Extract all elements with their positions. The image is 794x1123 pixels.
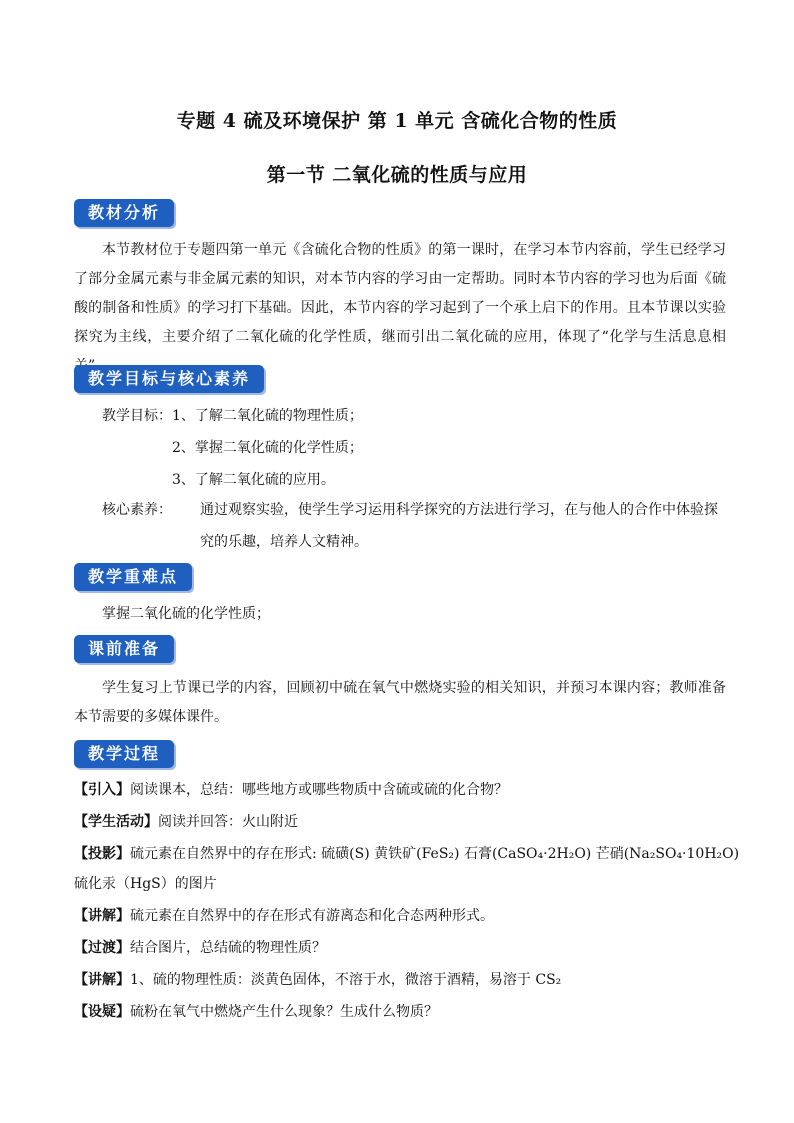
process-text: 阅读并回答：火山附近 xyxy=(158,814,298,830)
goals-label: 教学目标： xyxy=(102,408,172,424)
section-badge-analysis: 教材分析 xyxy=(74,199,174,227)
prep-paragraph: 学生复习上节课已学的内容，回顾初中硫在氧气中燃烧实验的相关知识，并预习本课内容；教师准备本节需要的多媒体课件。 xyxy=(74,680,726,725)
process-tag: 【过渡】 xyxy=(74,940,130,956)
core-text: 通过观察实验，使学生学习运用科学探究的方法进行学习，在与他人的合作中体验探究的乐趣，培养人文精神。 xyxy=(200,502,718,550)
process-tag: 【讲解】 xyxy=(74,908,130,924)
process-text: 硫粉在氧气中燃烧产生什么现象？生成什么物质？ xyxy=(130,1004,438,1020)
analysis-paragraph: 本节教材位于专题四第一单元《含硫化合物的性质》的第一课时，在学习本节内容前，学生已经学习了部分金属元素与非金属元素的知识，对本节内容的学习由一定帮助。同时本节内容的学习也为后面《硫酸的制备和性质》的学习打下基础。因此，本节内容的学习起到了一个承上启下的作用。且本节课以实验探究为主线，主要介绍了二氧化硫的化学性质，继而引出二氧化硫的应用，体现了“化学与生活息息相 xyxy=(74,242,726,345)
goals-line-1 xyxy=(102,406,762,426)
section-badge-goals: 教学目标与核心素养 xyxy=(74,365,264,393)
core-label: 核心素养： xyxy=(102,502,172,518)
process-tag: 【投影】 xyxy=(74,846,130,862)
process-text: 结合图片，总结硫的物理性质？ xyxy=(130,940,326,956)
process-tag: 【引入】 xyxy=(74,782,130,798)
document-title: 专题 4 硫及环境保护 第 1 单元 含硫化合物的性质 xyxy=(176,110,618,132)
process-text: 硫元素在自然界中的存在形式有游离态和化合态两种形式。 xyxy=(130,908,494,924)
goal-item: 2、掌握二氧化硫的化学性质； xyxy=(172,440,363,456)
process-line xyxy=(74,812,734,832)
keypoints-text: 掌握二氧化硫的化学性质； xyxy=(102,606,270,622)
process-text: 阅读课本，总结：哪些地方或哪些物质中含硫或硫的化合物？ xyxy=(130,782,508,798)
section-badge-keypoints: 教学重难点 xyxy=(74,563,192,591)
section-badge-process: 教学过程 xyxy=(74,740,174,768)
process-line xyxy=(74,874,734,894)
process-line xyxy=(74,906,734,926)
process-line xyxy=(74,970,734,990)
process-line xyxy=(74,938,734,958)
goal-item: 1、了解二氧化硫的物理性质； xyxy=(172,408,363,424)
process-text: 硫化汞（HgS）的图片 xyxy=(74,876,217,892)
section-badge-prep: 课前准备 xyxy=(74,635,174,663)
process-line xyxy=(74,780,734,800)
process-tag: 【讲解】 xyxy=(74,972,130,988)
section-title: 第一节 二氧化硫的性质与应用 xyxy=(266,164,528,186)
process-text: 1、硫的物理性质：淡黄色固体，不溶于水，微溶于酒精，易溶于 CS₂ xyxy=(130,972,562,988)
process-line xyxy=(74,1002,734,1022)
goal-item: 3、了解二氧化硫的应用。 xyxy=(172,472,335,488)
process-tag: 【设疑】 xyxy=(74,1004,130,1020)
process-text: 硫元素在自然界中的存在形式: 硫磺(S) 黄铁矿(FeS₂) 石膏(CaSO₄·2H₂O) 芒硝(Na₂SO₄·10H₂O) xyxy=(130,846,740,862)
process-line xyxy=(74,844,740,864)
process-tag: 【学生活动】 xyxy=(74,814,158,830)
core-literacy xyxy=(102,494,732,558)
